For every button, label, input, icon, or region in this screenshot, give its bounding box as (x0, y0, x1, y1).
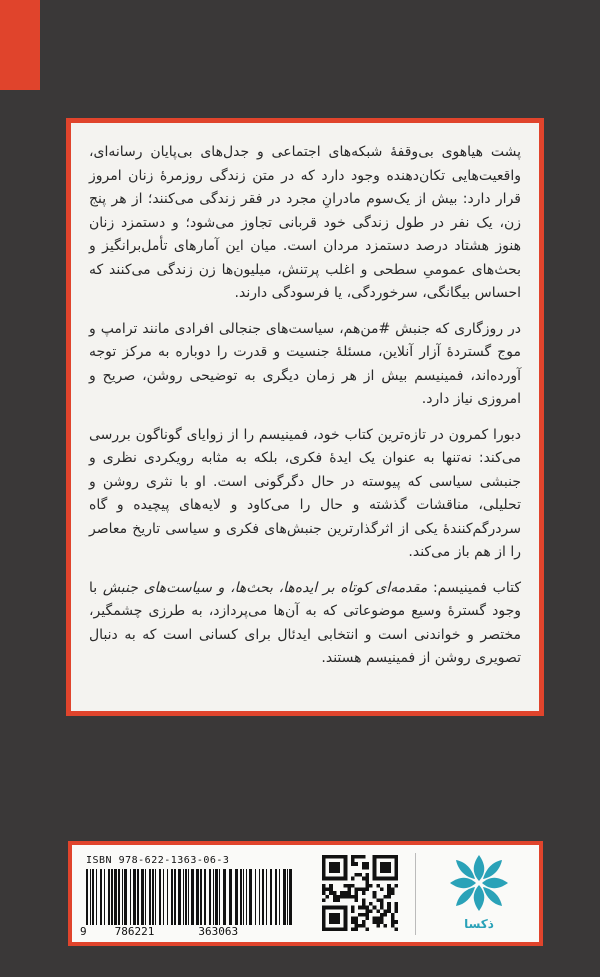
barcode-panel (68, 841, 543, 946)
back-cover-blurb (66, 118, 544, 716)
publisher-logo-icon (444, 851, 514, 915)
book-subtitle: مقدمه‌ای کوتاه بر ایده‌ها، بحث‌ها، و سیاست‌های جنبش (102, 579, 428, 596)
book-lead: کتاب فمینیسم: (427, 579, 521, 596)
barcode (84, 869, 294, 925)
barcode-digit-group-1: 786221 (114, 925, 155, 938)
blurb-paragraph-3: دبورا کمرون در تازه‌ترین کتاب خود، فمینیسم را از زوایای گوناگون بررسی می‌کند: نه‌تنها به عنوان یک ایدهٔ فکری، بلکه به مثابه رویکردی نظری و جنبشی سیاسی که پیوسته در حال دگرگونی است. او با نثری روشن و تحلیلی، مناقشات گذشته و حال را می‌کاود و لایه‌های پیچیده و گاه سردرگم‌کنندهٔ یکی از اثرگذارترین جنبش‌های فکری و سیاسی تاریخ معاصر را از هم باز می‌کند. (89, 426, 521, 560)
blurb-paragraph-4 (89, 577, 521, 671)
isbn-label: ISBN 978-622-1363-06-3 (86, 855, 230, 866)
spine-accent (0, 0, 40, 90)
qr-code (322, 855, 398, 931)
publisher-name: ذکسا (464, 917, 494, 931)
barcode-digit-group-2: 363063 (198, 925, 239, 938)
barcode-digits (80, 925, 300, 938)
panel-divider (415, 853, 416, 935)
blurb-paragraph-4-rest: با وجود گسترهٔ وسیع موضوعاتی که به آن‌ها می‌پردازد، به طرزی چشمگیر، مختصر و خواندنی است و انتخابی ایدئال برای کسانی است که به دنبال تصویری روشن از فمینیسم هستند. (89, 579, 521, 666)
barcode-digit-prefix: 9 (80, 925, 87, 938)
blurb-paragraph-1: پشت هیاهوی بی‌وقفهٔ شبکه‌های اجتماعی و جدل‌های بی‌پایان رسانه‌ای، واقعیت‌هایی تکان‌دهنده وجود دارد که در متن زندگی روزمرهٔ زنان امروز قرار دارد: بیش از یک‌سوم مادرانِ مجرد در فقر زندگی می‌کنند؛ از هر پنج زن، یک نفر در طول زندگی خود قربانی تجاوز می‌شود؛ و دستمزد زنان هنوز هشتاد درصد دستمزد مردان است. میان این آمارهای تأمل‌برانگیز و بحث‌های عمومیِ سطحی و اغلب پرتنش، میلیون‌ها زن زندگی می‌کنند که احساس بیگانگی، سرخوردگی، یا فرسودگی دارند. (89, 144, 521, 301)
blurb-paragraph-2: در روزگاری که جنبش #من‌هم، سیاست‌های جنجالی افرادی مانند ترامپ و موج گستردهٔ آزار آنلاین، مسئلهٔ جنسیت و قدرت را دوباره به مرکز توجه آورده‌اند، فمینیسم بیش از هر زمان دیگری به توضیحی روشن، صریح و امروزی نیاز دارد. (89, 320, 521, 407)
